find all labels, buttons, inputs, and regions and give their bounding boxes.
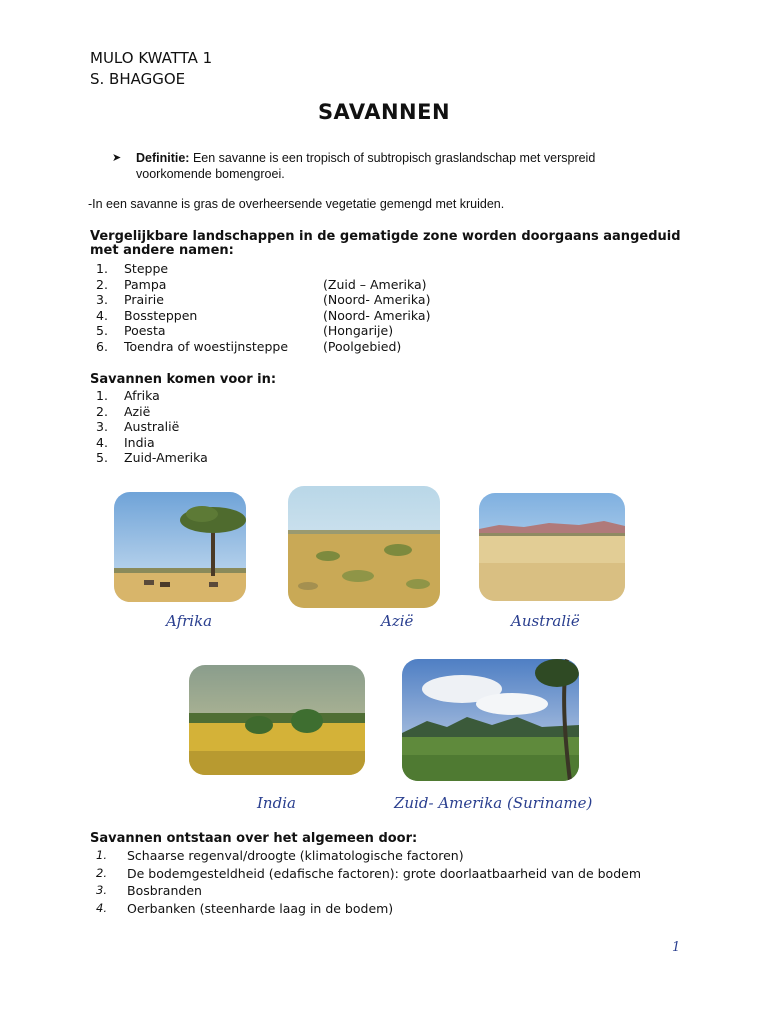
caption-azie: Azië bbox=[381, 612, 414, 630]
photo-azie bbox=[288, 486, 440, 608]
causes-heading: Savannen ontstaan over het algemeen door: bbox=[90, 831, 418, 846]
intro-text: -In een savanne is gras de overheersende vegetatie gemengd met kruiden. bbox=[88, 197, 505, 211]
page-number: 1 bbox=[672, 940, 681, 955]
caption-australie: Australië bbox=[511, 612, 580, 630]
landscapes-heading: Vergelijkbare landschappen in de gematigde zone worden doorgaans aangeduid met andere namen: bbox=[90, 229, 681, 258]
definition-text: Een savanne is een tropisch of subtropisch graslandschap met verspreid voorkomende bomengroei. bbox=[136, 151, 596, 181]
caption-india: India bbox=[257, 794, 296, 812]
caption-zuid-amerika: Zuid- Amerika (Suriname) bbox=[394, 794, 593, 812]
photo-australie bbox=[479, 493, 625, 601]
caption-afrika: Afrika bbox=[166, 612, 213, 630]
photo-india bbox=[189, 665, 365, 775]
photo-afrika bbox=[114, 492, 246, 602]
page-title: SAVANNEN bbox=[317, 100, 451, 124]
occurrence-heading: Savannen komen voor in: bbox=[90, 372, 277, 387]
header-school: MULO KWATTA 1 bbox=[90, 49, 213, 67]
definition-label: Definitie: bbox=[136, 151, 190, 165]
arrow-bullet-icon: ➤ bbox=[112, 152, 122, 164]
photo-zuid-amerika bbox=[402, 659, 579, 781]
header-author: S. BHAGGOE bbox=[90, 70, 186, 88]
